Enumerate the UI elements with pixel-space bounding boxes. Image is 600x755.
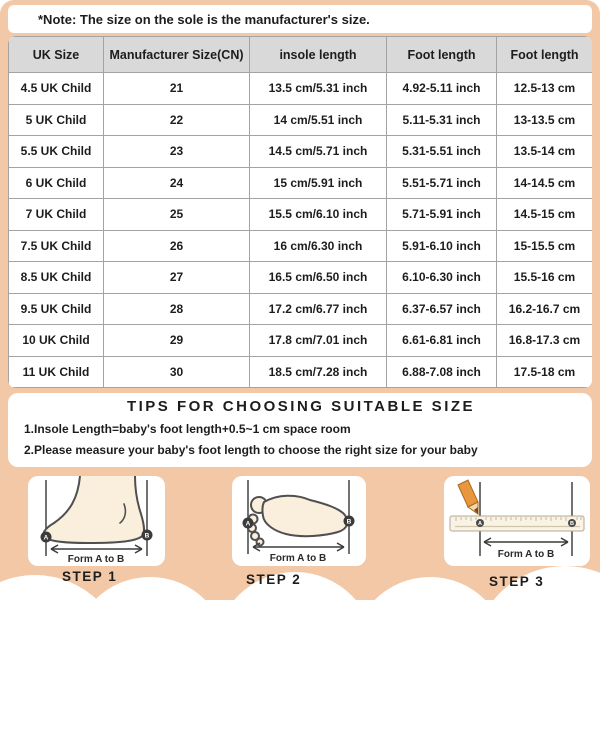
table-cell: 26 [104, 230, 250, 262]
table-cell: 12.5-13 cm [497, 73, 593, 105]
cloud-scallop [215, 572, 375, 732]
tip-item: 2.Please measure your baby's foot length to choose the right size for your baby [24, 443, 478, 457]
table-cell: 23 [104, 136, 250, 168]
table-cell: 29 [104, 325, 250, 357]
table-cell: 14-14.5 cm [497, 167, 593, 199]
table-cell: 18.5 cm/7.28 inch [250, 356, 387, 388]
table-cell: 7 UK Child [9, 199, 104, 231]
table-cell: 17.5-18 cm [497, 356, 593, 388]
column-header: Manufacturer Size(CN) [104, 37, 250, 73]
note-bar [8, 5, 592, 33]
table-cell: 17.8 cm/7.01 inch [250, 325, 387, 357]
tip-item: 1.Insole Length=baby's foot length+0.5~1 cm space room [24, 422, 351, 436]
ruler-pencil-icon [444, 476, 590, 566]
cloud-scallop [72, 577, 228, 733]
table-cell: 4.5 UK Child [9, 73, 104, 105]
marker-a: A [245, 520, 251, 528]
table-row [9, 230, 593, 262]
foot-top-icon [232, 476, 366, 566]
table-cell: 6 UK Child [9, 167, 104, 199]
step1-card [28, 476, 165, 566]
column-header: Foot length [387, 37, 497, 73]
note-text: *Note: The size on the sole is the manufacturer's size. [38, 11, 370, 27]
table-row [9, 325, 593, 357]
table-row [9, 104, 593, 136]
table-cell: 9.5 UK Child [9, 293, 104, 325]
table-cell: 5.51-5.71 inch [387, 167, 497, 199]
table-cell: 17.2 cm/6.77 inch [250, 293, 387, 325]
step2-card [232, 476, 366, 566]
table-row [9, 73, 593, 105]
column-header: insole length [250, 37, 387, 73]
table-cell: 21 [104, 73, 250, 105]
step3-label: STEP 3 [489, 574, 545, 589]
marker-a: A [478, 521, 482, 527]
table-cell: 15 cm/5.91 inch [250, 167, 387, 199]
table-cell: 4.92-5.11 inch [387, 73, 497, 105]
table-cell: 11 UK Child [9, 356, 104, 388]
column-header: Foot length [497, 37, 593, 73]
table-cell: 14.5 cm/5.71 inch [250, 136, 387, 168]
table-cell: 16.8-17.3 cm [497, 325, 593, 357]
table-row [9, 167, 593, 199]
table-cell: 28 [104, 293, 250, 325]
measure-caption: Form A to B [67, 554, 125, 565]
table-cell: 5 UK Child [9, 104, 104, 136]
table-cell: 14 cm/5.51 inch [250, 104, 387, 136]
tips-title: TIPS FOR CHOOSING SUITABLE SIZE [126, 398, 476, 415]
table-cell: 8.5 UK Child [9, 262, 104, 294]
table-cell: 15-15.5 cm [497, 230, 593, 262]
table-row [9, 356, 593, 388]
table-cell: 6.88-7.08 inch [387, 356, 497, 388]
marker-a: A [43, 534, 49, 542]
table-cell: 22 [104, 104, 250, 136]
table-cell: 16 cm/6.30 inch [250, 230, 387, 262]
table-cell: 15.5-16 cm [497, 262, 593, 294]
table-cell: 5.5 UK Child [9, 136, 104, 168]
table-cell: 16.2-16.7 cm [497, 293, 593, 325]
table-row [9, 136, 593, 168]
table-cell: 10 UK Child [9, 325, 104, 357]
column-header: UK Size [9, 37, 104, 73]
table-cell: 24 [104, 167, 250, 199]
table-cell: 25 [104, 199, 250, 231]
table-cell: 15.5 cm/6.10 inch [250, 199, 387, 231]
marker-b: B [570, 521, 574, 527]
table-cell: 14.5-15 cm [497, 199, 593, 231]
size-table [8, 36, 592, 388]
step1-label: STEP 1 [62, 569, 118, 584]
table-cell: 5.31-5.51 inch [387, 136, 497, 168]
table-cell: 5.11-5.31 inch [387, 104, 497, 136]
table-cell: 6.37-6.57 inch [387, 293, 497, 325]
table-row [9, 199, 593, 231]
table-cell: 6.61-6.81 inch [387, 325, 497, 357]
table-header-row [9, 37, 593, 73]
table-cell: 5.91-6.10 inch [387, 230, 497, 262]
table-cell: 7.5 UK Child [9, 230, 104, 262]
marker-b: B [346, 518, 352, 526]
table-cell: 27 [104, 262, 250, 294]
step2-label: STEP 2 [246, 572, 302, 587]
foot-side-icon [28, 476, 165, 566]
step3-card [444, 476, 590, 566]
table-cell: 13.5-14 cm [497, 136, 593, 168]
table-cell: 13-13.5 cm [497, 104, 593, 136]
measure-caption: Form A to B [269, 553, 327, 564]
marker-b: B [144, 532, 150, 540]
table-cell: 13.5 cm/5.31 inch [250, 73, 387, 105]
table-row [9, 293, 593, 325]
table-cell: 16.5 cm/6.50 inch [250, 262, 387, 294]
table-cell: 6.10-6.30 inch [387, 262, 497, 294]
table-cell: 5.71-5.91 inch [387, 199, 497, 231]
table-row [9, 262, 593, 294]
tips-panel [8, 393, 592, 467]
measure-caption: Form A to B [497, 549, 555, 560]
table-cell: 30 [104, 356, 250, 388]
